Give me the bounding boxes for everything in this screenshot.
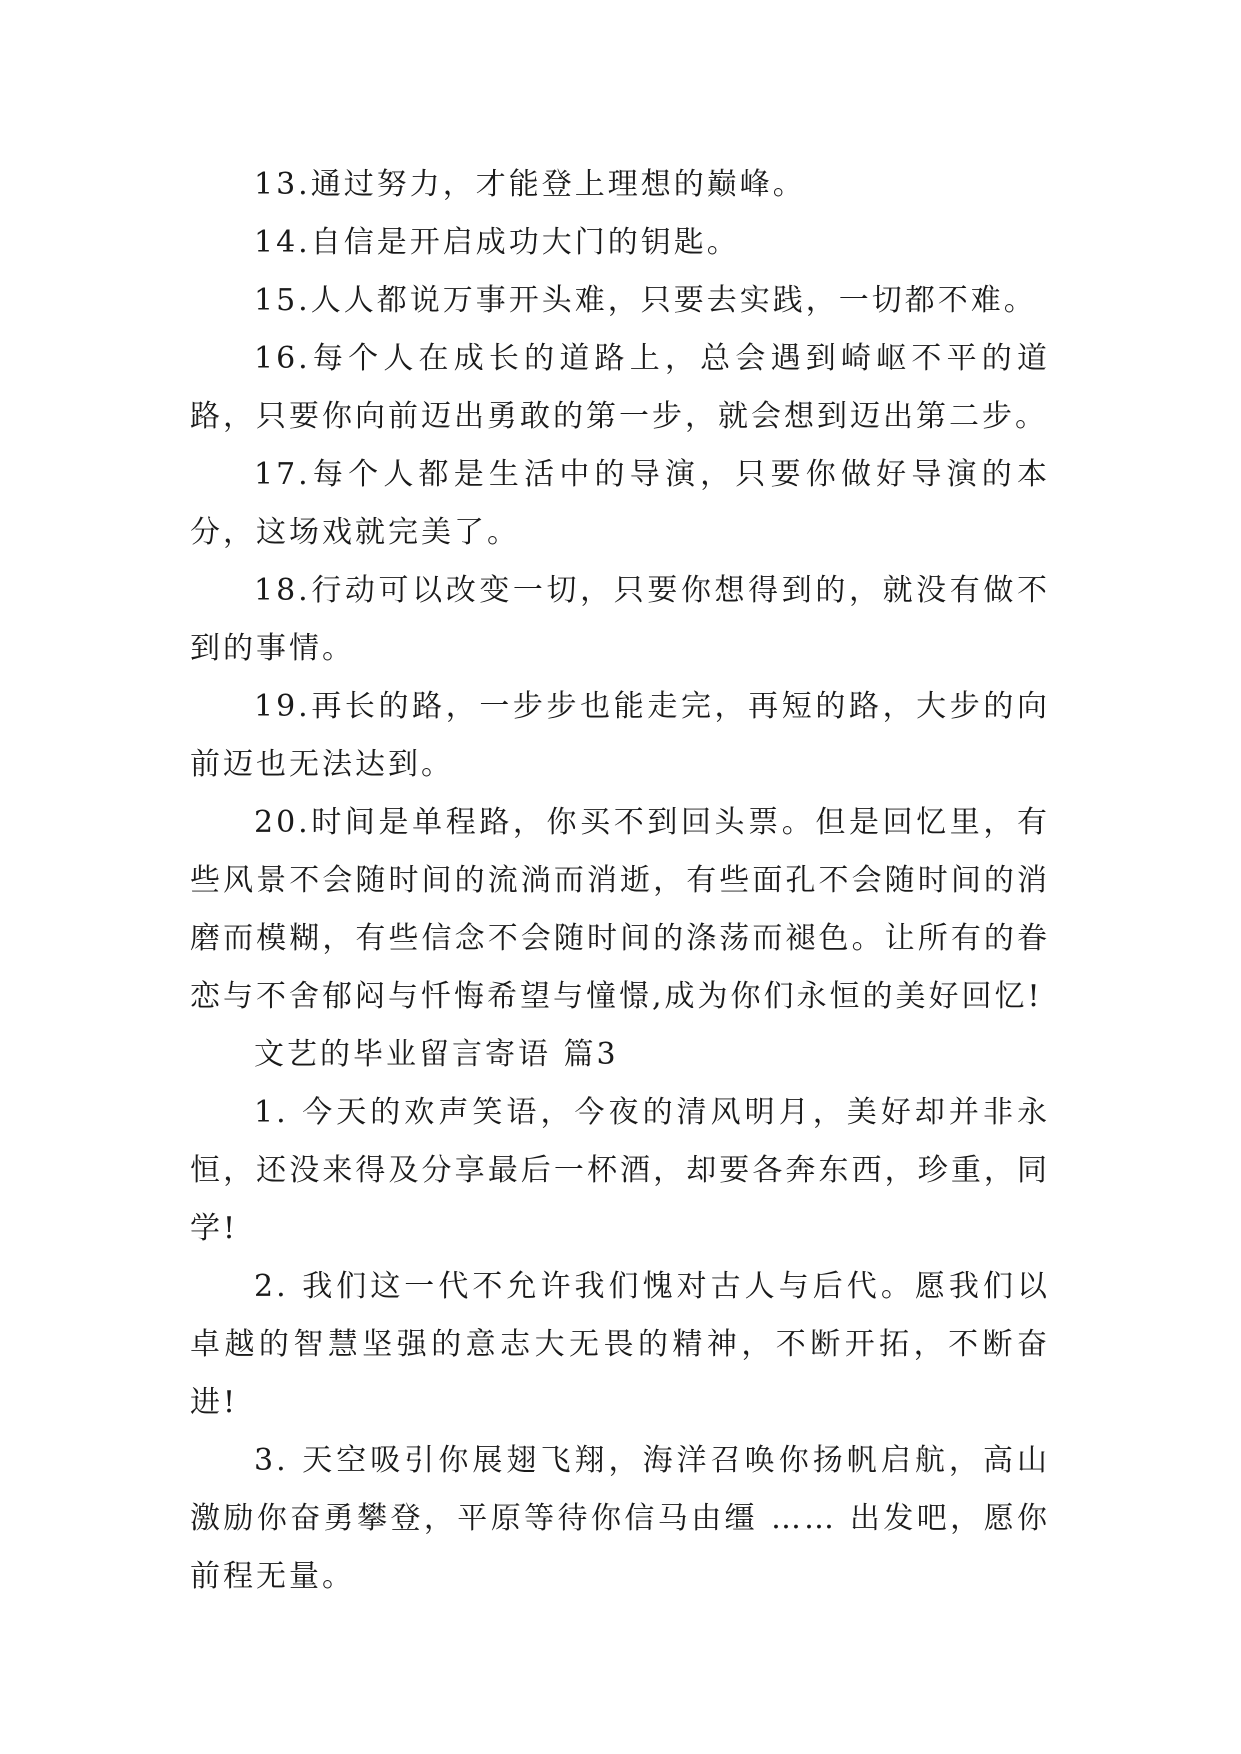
section-heading: 文艺的毕业留言寄语 篇3 — [254, 1037, 619, 1072]
paragraph-14: 14.自信是开启成功大门的钥匙。 — [254, 225, 740, 260]
paragraph-15: 15.人人都说万事开头难，只要去实践，一切都不难。 — [254, 283, 1037, 318]
paragraph-16: 16.每个人在成长的道路上，总会遇到崎岖不平的道路，只要你向前迈出勇敢的第一步，就会想到迈出第二步。 — [190, 341, 1050, 434]
paragraph-20: 20.时间是单程路，你买不到回头票。但是回忆里，有些风景不会随时间的流淌而消逝，有些面孔不会随时间的消磨而模糊，有些信念不会随时间的涤荡而褪色。让所有的眷恋与不舍郁闷与忏悔希望与憧憬,成为你们永恒的美好回忆! — [190, 805, 1050, 1014]
paragraph-2: 2. 我们这一代不允许我们愧对古人与后代。愿我们以卓越的智慧坚强的意志大无畏的精神，不断开拓，不断奋进! — [190, 1269, 1050, 1420]
document-body — [190, 156, 1050, 1606]
paragraph-1: 1. 今天的欢声笑语，今夜的清风明月，美好却并非永恒，还没来得及分享最后一杯酒，却要各奔东西，珍重，同学! — [190, 1095, 1050, 1246]
paragraph-19: 19.再长的路，一步步也能走完，再短的路，大步的向前迈也无法达到。 — [190, 689, 1050, 782]
paragraph-3: 3. 天空吸引你展翅飞翔，海洋召唤你扬帆启航，高山激励你奋勇攀登，平原等待你信马由缰 …… 出发吧，愿你前程无量。 — [190, 1443, 1050, 1594]
paragraph-18: 18.行动可以改变一切，只要你想得到的，就没有做不到的事情。 — [190, 573, 1050, 666]
paragraph-13: 13.通过努力，才能登上理想的巅峰。 — [254, 167, 806, 202]
paragraph-17: 17.每个人都是生活中的导演，只要你做好导演的本分，这场戏就完美了。 — [190, 457, 1050, 550]
